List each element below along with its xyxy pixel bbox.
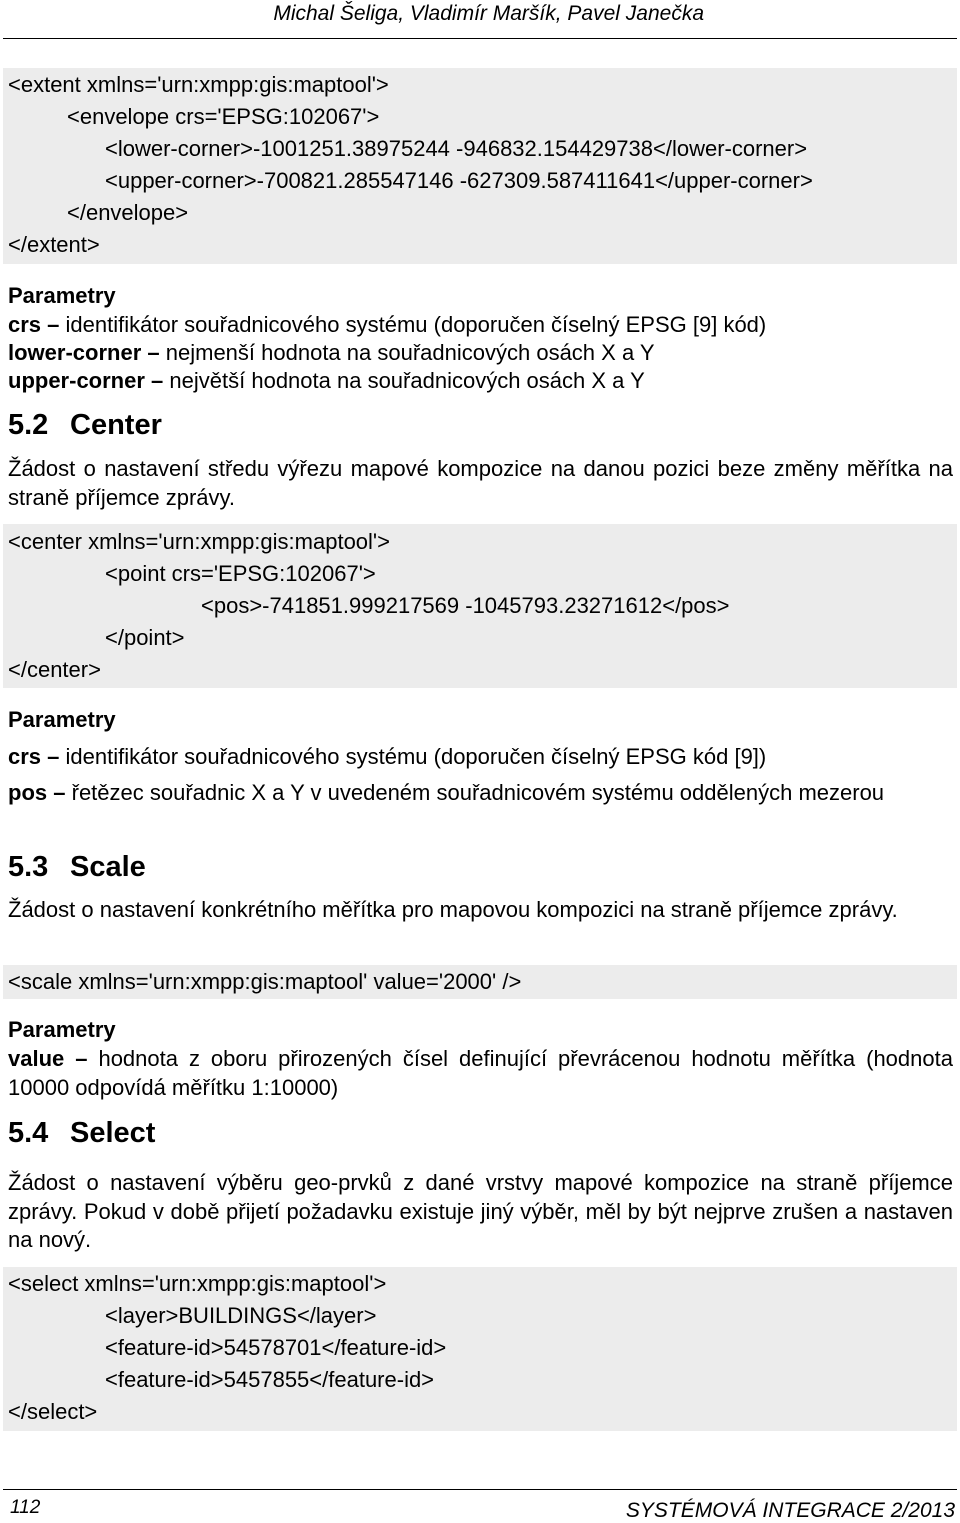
- code-line: </point>: [105, 625, 185, 650]
- code-line: <scale xmlns='urn:xmpp:gis:maptool' value='2000' />: [8, 969, 522, 994]
- section-number: 5.2: [8, 409, 49, 441]
- footer-divider: [3, 1489, 957, 1490]
- section-description: Žádost o nastavení středu výřezu mapové kompozice na danou pozici beze změny měřítka na straně příjemce zprávy.: [8, 456, 953, 510]
- code-line: <extent xmlns='urn:xmpp:gis:maptool'>: [8, 72, 389, 97]
- code-line: <feature-id>5457855</feature-id>: [105, 1367, 435, 1392]
- code-line: </envelope>: [67, 200, 189, 225]
- code-line: <center xmlns='urn:xmpp:gis:maptool'>: [8, 529, 390, 554]
- journal-name: SYSTÉMOVÁ INTEGRACE 2/2013: [625, 1499, 955, 1522]
- param-dash: –: [47, 744, 60, 769]
- section-description: Žádost o nastavení konkrétního měřítka pro mapovou kompozici na straně příjemce zprávy.: [8, 897, 898, 922]
- code-line: <lower-corner>-1001251.38975244 -946832.154429738</lower-corner>: [105, 136, 808, 161]
- code-line: </select>: [8, 1399, 98, 1424]
- param-term: crs: [8, 744, 42, 769]
- param-text: nejmenší hodnota na souřadnicových osách X a Y: [165, 340, 655, 365]
- param-line: [8, 744, 766, 770]
- code-line: <layer>BUILDINGS</layer>: [105, 1303, 377, 1328]
- section-title: Select: [70, 1117, 156, 1149]
- param-line: [8, 368, 645, 394]
- select-code-block: [3, 1267, 957, 1431]
- param-text: identifikátor souřadnicového systému (doporučen číselný EPSG kód [9]): [65, 744, 767, 769]
- code-line: <envelope crs='EPSG:102067'>: [67, 104, 380, 129]
- param-term: upper-corner: [8, 368, 145, 393]
- params-heading: Parametry: [8, 283, 116, 308]
- param-line: [8, 340, 655, 366]
- section-title: Center: [70, 409, 162, 441]
- code-line: <upper-corner>-700821.285547146 -627309.587411641</upper-corner>: [105, 168, 813, 193]
- param-term: pos: [8, 780, 48, 805]
- param-dash: –: [151, 368, 164, 393]
- code-line: </extent>: [8, 232, 100, 257]
- param-dash: –: [147, 340, 160, 365]
- param-dash: –: [47, 312, 60, 337]
- page-number: 112: [10, 1497, 41, 1518]
- section-title: Scale: [70, 851, 146, 883]
- center-code-block: [3, 524, 957, 688]
- code-line: <point crs='EPSG:102067'>: [105, 561, 376, 586]
- param-line: [8, 1045, 953, 1102]
- code-line: <select xmlns='urn:xmpp:gis:maptool'>: [8, 1271, 387, 1296]
- param-text: identifikátor souřadnicového systému (doporučen číselný EPSG [9] kód): [65, 312, 767, 337]
- param-line: [8, 312, 766, 338]
- section-number: 5.3: [8, 851, 49, 883]
- params-heading: Parametry: [8, 1017, 116, 1042]
- param-line: [8, 779, 953, 808]
- section-number: 5.4: [8, 1117, 49, 1149]
- scale-code-block: [3, 965, 957, 999]
- param-text: hodnota z oboru přirozených čísel definující převrácenou hodnotu měřítka (hodnota 10000 odpovídá měřítku 1:10000): [8, 1046, 953, 1100]
- section-heading-center: [8, 409, 162, 442]
- params-heading: Parametry: [8, 707, 116, 732]
- param-text: největší hodnota na souřadnicových osách X a Y: [169, 368, 645, 393]
- param-term: lower-corner: [8, 340, 142, 365]
- section-heading-scale: [8, 851, 146, 884]
- param-term: crs: [8, 312, 42, 337]
- header-authors: Michal Šeliga, Vladimír Maršík, Pavel Janečka: [273, 2, 704, 25]
- section-heading-select: [8, 1117, 155, 1150]
- param-dash: –: [53, 780, 66, 805]
- section-description: Žádost o nastavení výběru geo-prvků z dané vrstvy mapové kompozice na straně příjemce zprávy. Pokud v době přijetí požadavku existuje jiný výběr, měl by být nejprve zrušen a nastaven na nový.: [8, 1170, 953, 1252]
- param-term: value: [8, 1046, 65, 1071]
- extent-code-block: [3, 68, 957, 264]
- code-line: <pos>-741851.999217569 -1045793.23271612</pos>: [201, 593, 730, 618]
- param-dash: –: [75, 1046, 88, 1071]
- header-divider: [3, 38, 957, 39]
- param-text: řetězec souřadnic X a Y v uvedeném souřadnicovém systému oddělených mezerou: [71, 780, 885, 805]
- code-line: <feature-id>54578701</feature-id>: [105, 1335, 447, 1360]
- code-line: </center>: [8, 657, 101, 682]
